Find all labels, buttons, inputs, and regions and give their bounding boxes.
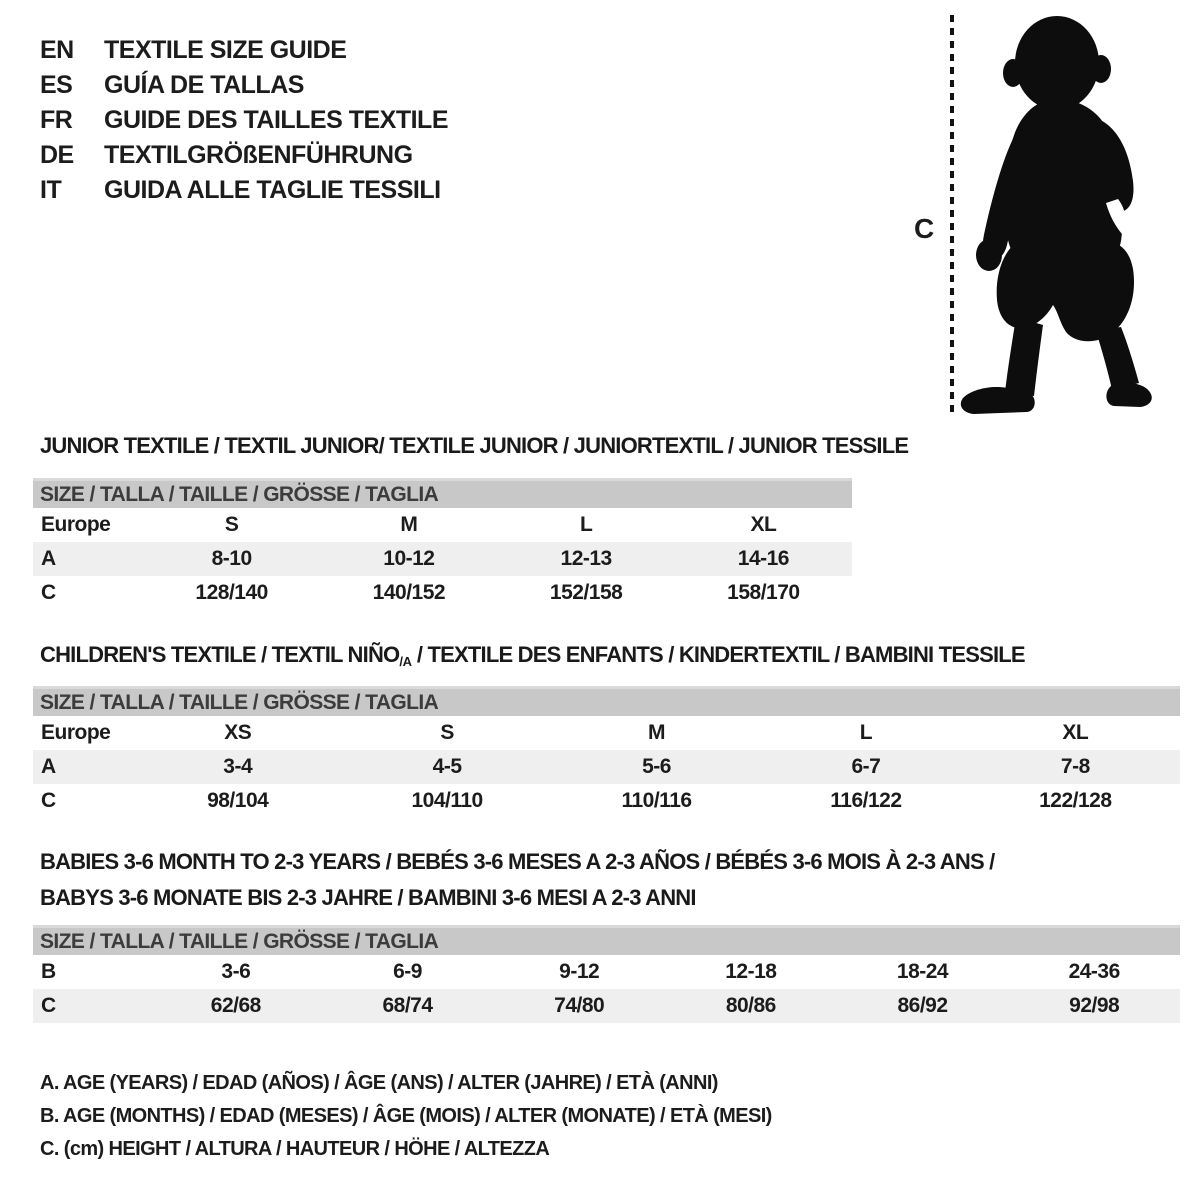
age-value: 12-18: [725, 960, 777, 983]
height-value: 74/80: [554, 994, 605, 1017]
table-row-age-years: [33, 542, 852, 576]
language-title-list: [40, 33, 448, 208]
measurement-legend: [40, 1067, 772, 1166]
age-value: 4-5: [432, 755, 462, 778]
lang-row-it: [40, 173, 448, 208]
age-value: 18-24: [896, 960, 949, 983]
row-label: C: [41, 994, 56, 1017]
height-value: 110/116: [621, 789, 692, 812]
babies-title-line2: BABYS 3-6 MONATE BIS 2-3 JAHRE / BAMBINI 3-6 MESI A 2-3 ANNI: [40, 885, 696, 910]
age-value: 3-4: [223, 755, 253, 778]
junior-size-table: [33, 478, 852, 610]
height-value: 62/68: [210, 994, 261, 1017]
height-measure-label: C: [914, 213, 935, 244]
lang-code: IT: [40, 176, 62, 204]
junior-section-title: JUNIOR TEXTILE / TEXTIL JUNIOR/ TEXTILE JUNIOR / JUNIORTEXTIL / JUNIOR TESSILE: [40, 433, 909, 458]
row-label: A: [41, 755, 56, 778]
toddler-silhouette-icon: [900, 5, 1200, 423]
lang-code: ES: [40, 71, 73, 99]
age-value: 12-13: [560, 547, 612, 570]
lang-title: TEXTILE SIZE GUIDE: [104, 36, 347, 64]
children-title-subscript: /A: [399, 654, 412, 669]
age-value: 5-6: [642, 755, 671, 778]
size-value: M: [648, 721, 666, 744]
lang-title: GUIDE DES TAILLES TEXTILE: [104, 106, 449, 134]
lang-code: DE: [40, 141, 74, 169]
children-size-table: [33, 686, 1180, 818]
lang-row-es: [40, 68, 448, 103]
table-row-age-years: [33, 750, 1180, 784]
height-value: 158/170: [727, 581, 800, 604]
height-value: 68/74: [382, 994, 433, 1017]
legend-line-b: B. AGE (MONTHS) / EDAD (MESES) / ÂGE (MOIS) / ALTER (MONATE) / ETÀ (MESI): [40, 1105, 772, 1127]
age-value: 9-12: [559, 960, 600, 983]
age-value: 6-9: [393, 960, 422, 983]
height-value: 92/98: [1069, 994, 1120, 1017]
height-value: 128/140: [195, 581, 268, 604]
height-value: 116/122: [830, 789, 902, 812]
row-label: C: [41, 789, 56, 812]
height-value: 80/86: [725, 994, 776, 1017]
lang-title: GUIDA ALLE TAGLIE TESSILI: [104, 176, 441, 204]
row-label: Europe: [41, 513, 111, 536]
height-value: 86/92: [897, 994, 948, 1017]
age-value: 7-8: [1060, 755, 1090, 778]
height-value: 140/152: [372, 581, 446, 604]
lang-code: EN: [40, 36, 74, 64]
age-value: 3-6: [221, 960, 251, 983]
children-title-part2: / TEXTILE DES ENFANTS / KINDERTEXTIL / BAMBINI TESSILE: [411, 642, 1025, 667]
size-value: XL: [750, 513, 777, 536]
table-row-age-months: [33, 955, 1180, 989]
row-label: C: [41, 581, 56, 604]
size-value: L: [859, 721, 873, 744]
age-value: 24-36: [1068, 960, 1120, 983]
babies-section-title: [40, 844, 994, 916]
size-value: S: [224, 513, 239, 536]
size-value: XL: [1062, 721, 1089, 744]
row-label: B: [41, 960, 56, 983]
size-value: L: [579, 513, 593, 536]
lang-row-de: [40, 138, 448, 173]
lang-code: FR: [40, 106, 73, 134]
lang-title: GUÍA DE TALLAS: [104, 71, 304, 99]
lang-title: TEXTILGRÖßENFÜHRUNG: [104, 141, 413, 169]
height-value: 104/110: [411, 789, 483, 812]
table-row-height-cm: [33, 576, 852, 610]
legend-line-c: C. (cm) HEIGHT / ALTURA / HAUTEUR / HÖHE / ALTEZZA: [40, 1138, 550, 1160]
age-value: 6-7: [851, 755, 881, 778]
children-title-part1: CHILDREN'S TEXTILE / TEXTIL NIÑO: [40, 642, 400, 667]
lang-row-fr: [40, 103, 448, 138]
height-figure: [900, 5, 1200, 423]
size-value: XS: [224, 721, 252, 744]
children-section-title: [40, 642, 1025, 675]
table-row-europe: [33, 716, 1180, 750]
babies-size-table: [33, 925, 1180, 1023]
size-value: M: [400, 513, 418, 536]
age-value: 14-16: [737, 547, 789, 570]
size-value: S: [440, 721, 454, 744]
table-row-height-cm: [33, 784, 1180, 818]
size-header-bar: SIZE / TALLA / TAILLE / GRÖSSE / TAGLIA: [33, 686, 1180, 716]
table-row-height-cm: [33, 989, 1180, 1023]
height-value: 98/104: [207, 789, 269, 812]
lang-row-en: [40, 33, 448, 68]
height-value: 152/158: [549, 581, 623, 604]
height-value: 122/128: [1039, 789, 1112, 812]
size-header-bar: SIZE / TALLA / TAILLE / GRÖSSE / TAGLIA: [33, 478, 852, 508]
size-header-bar: SIZE / TALLA / TAILLE / GRÖSSE / TAGLIA: [33, 925, 1180, 955]
row-label: A: [41, 547, 56, 570]
age-value: 10-12: [383, 547, 435, 570]
table-row-europe: [33, 508, 852, 542]
legend-line-a: A. AGE (YEARS) / EDAD (AÑOS) / ÂGE (ANS) / ALTER (JAHRE) / ETÀ (ANNI): [40, 1072, 718, 1094]
row-label: Europe: [41, 721, 111, 744]
age-value: 8-10: [211, 547, 252, 570]
babies-title-line1: BABIES 3-6 MONTH TO 2-3 YEARS / BEBÉS 3-6 MESES A 2-3 AÑOS / BÉBÉS 3-6 MOIS À 2-3 ANS /: [40, 849, 995, 874]
